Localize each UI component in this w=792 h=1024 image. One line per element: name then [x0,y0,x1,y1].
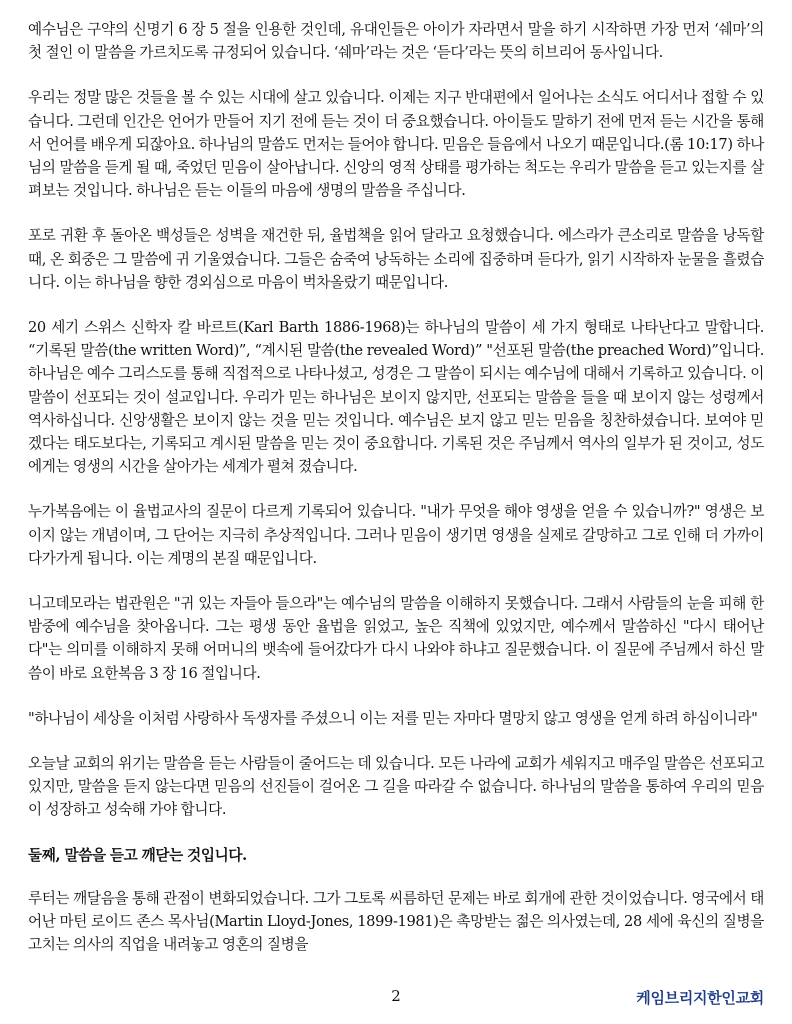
paragraph-shema: 예수님은 구약의 신명기 6 장 5 절을 인용한 것인데, 유대인들은 아이가 자라면서 말을 하기 시작하면 가장 먼저 ‘쉐마’의 첫 절인 이 말씀을 가르치도록 규정되어 있습니다. ‘쉐마’라는 것은 ‘듣다’라는 뜻의 히브리어 동사입니다. [28,21,764,62]
section-heading: 둘째, 말씀을 듣고 깨닫는 것입니다. [28,846,247,864]
paragraph-karl-barth: 20 세기 스위스 신학자 칼 바르트(Karl Barth 1886-1968)는 하나님의 말씀이 세 가지 형태로 나타난다고 말합니다. “기록된 말씀(the written Word)”, “계시된 말씀(the revealed Word)” "선포된 말씀(the preached Word)”입니다. 하나님은 예수 그리스도를 통해 직접적으로 나타나셨고, 성경은 그 말씀이 되시는 예수님에 대해서 기록하고 있습니다. 이 말씀이 선포되는 것이 설교입니다. 우리가 믿는 하나님은 보이지 않지만, 선포되는 말씀을 들을 때 보이지 않는 성령께서 역사하십니다. 신앙생활은 보이지 않는 것을 믿는 것입니다. 예수님은 보지 않고 믿는 믿음을 칭찬하셨습니다. 보여야 믿겠다는 태도보다는, 기록되고 계시된 말씀을 믿는 것이 중요합니다. 기록된 것은 주님께서 역사의 일부가 된 것이고, 성도에게는 영생의 시간을 살아가는 세계가 펼쳐 졌습니다. [28,319,764,476]
paragraph-luke: 누가복음에는 이 율법교사의 질문이 다르게 기록되어 있습니다. "내가 무엇을 해야 영생을 얻을 수 있습니까?" 영생은 보이지 않는 개념이며, 그 단어는 지극히 추상적입니다. 그러나 믿음이 생기면 영생을 실제로 갈망하고 그로 인해 더 가까이 다가가게 됩니다. 이는 계명의 본질 때문입니다. [28,503,764,567]
paragraph-luther: 루터는 깨달음을 통해 관점이 변화되었습니다. 그가 그토록 씨름하던 문제는 바로 회개에 관한 것이었습니다. 영국에서 태어난 마틴 로이드 존스 목사님(Martin Lloyd-Jones, 1899-1981)은 촉망받는 젊은 의사였는데, 28 세에 육신의 질병을 고치는 의사의 직업을 내려놓고 영혼의 질병을 [28,889,764,954]
paragraph-hearing: 우리는 정말 많은 것들을 볼 수 있는 시대에 살고 있습니다. 이제는 지구 반대편에서 일어나는 소식도 어디서나 접할 수 있습니다. 그런데 인간은 언어가 만들어 지기 전에 듣는 것이 더 중요했습니다. 아이들도 말하기 전에 먼저 듣는 시간을 통해서 언어를 배우게 되잖아요. 하나님의 말씀도 먼저는 들어야 합니다. 믿음은 들음에서 나오기 때문입니다.(롬 10:17) 하나님의 말씀을 듣게 될 때, 죽었던 믿음이 살아납니다. 신앙의 영적 상태를 평가하는 척도는 우리가 말씀을 듣고 있는지를 살펴보는 것입니다. 하나님은 듣는 이들의 마음에 생명의 말씀을 주십니다. [28,89,764,200]
paragraph-ezra: 포로 귀환 후 돌아온 백성들은 성벽을 재건한 뒤, 율법책을 읽어 달라고 요청했습니다. 에스라가 큰소리로 말씀을 낭독할 때, 온 회중은 그 말씀에 귀 기울였습니다. 그들은 숨죽여 낭독하는 소리에 집중하며 듣다가, 읽기 시작하자 눈물을 흘렸습니다. 이는 하나님을 향한 경외심으로 마음이 벅차올랐기 때문입니다. [28,227,764,291]
page-footer [0,985,792,1015]
paragraph-john-3-16: "하나님이 세상을 이처럼 사랑하사 독생자를 주셨으니 이는 저를 믿는 자마다 멸망치 않고 영생을 얻게 하려 하심이니라" [28,709,758,727]
page-number: 2 [391,987,401,1005]
paragraph-nicodemus: 니고데모라는 법관원은 "귀 있는 자들아 들으라"는 예수님의 말씀을 이해하지 못했습니다. 그래서 사람들의 눈을 피해 한밤중에 예수님을 찾아옵니다. 그는 평생 동안 율법을 읽었고, 높은 직책에 있었지만, 예수께서 말씀하신 "다시 태어난다"는 의미를 이해하지 못해 어머니의 뱃속에 들어갔다가 다시 나와야 하냐고 질문했습니다. 이 질문에 주님께서 하신 말씀이 바로 요한복음 3 장 16 절입니다. [28,595,764,682]
church-name: 케임브리지한인교회 [636,989,764,1007]
paragraph-church-crisis: 오늘날 교회의 위기는 말씀을 듣는 사람들이 줄어드는 데 있습니다. 모든 나라에 교회가 세워지고 매주일 말씀은 선포되고 있지만, 말씀을 듣지 않는다면 믿음의 선진들이 걸어온 그 길을 따라갈 수 없습니다. 하나님의 말씀을 통하여 우리의 믿음이 성장하고 성숙해 가야 합니다. [28,755,764,819]
